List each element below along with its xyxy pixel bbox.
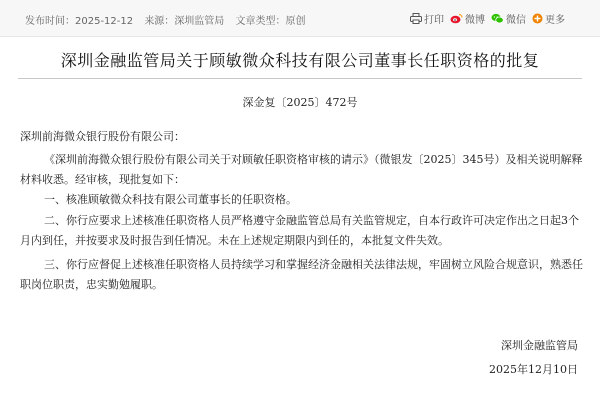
paragraph-item-1: 一、核准顾敏微众科技有限公司董事长的任职资格。 <box>44 193 297 206</box>
weibo-icon <box>450 13 463 24</box>
addressee: 深圳前海微众银行股份有限公司： <box>20 130 185 143</box>
paragraph-intro: 《深圳前海微众银行股份有限公司关于对顾敏任职资格审核的请示》（微银发〔2025〕345号）及相关说明解释材料收悉。经审核，现批复如下： <box>20 153 583 186</box>
document-title: 深圳金融监管局关于顾敏微众科技有限公司董事长任职资格的批复 <box>60 51 540 70</box>
signature-date: 2025年12月10日 <box>489 363 578 376</box>
title-divider <box>18 78 582 79</box>
doc-type: 文章类型：原创 <box>235 16 306 27</box>
wechat-button[interactable]: 微信 <box>491 11 526 26</box>
paragraph-item-2: 二、你行应要求上述核准任职资格人员严格遵守金融监管总局有关监管规定，自本行政许可决定作出之日起3个月内到任，并按要求及时报告到任情况。未在上述规定期限内到任的，本批复文件失效。 <box>20 214 579 247</box>
wechat-icon <box>491 13 504 24</box>
article-meta-info <box>25 12 314 27</box>
publish-time: 发布时间：2025-12-12 <box>25 16 134 27</box>
document-number: 深金复〔2025〕472号 <box>242 96 358 109</box>
print-button[interactable]: 打印 <box>410 11 444 26</box>
print-icon <box>410 13 422 24</box>
paragraph-item-3: 三、你行应督促上述核准任职资格人员持续学习和掌握经济金融相关法律法规，牢固树立风险合规意识，熟悉任职岗位职责，忠实勤勉履职。 <box>20 258 583 291</box>
source: 来源：深圳监管局 <box>144 16 225 27</box>
article-meta-bar <box>0 0 600 37</box>
share-actions <box>404 10 565 26</box>
more-button[interactable]: 更多 <box>532 11 565 26</box>
more-icon <box>532 13 543 24</box>
weibo-button[interactable]: 微博 <box>450 11 485 26</box>
signature-organization: 深圳金融监管局 <box>501 339 578 352</box>
